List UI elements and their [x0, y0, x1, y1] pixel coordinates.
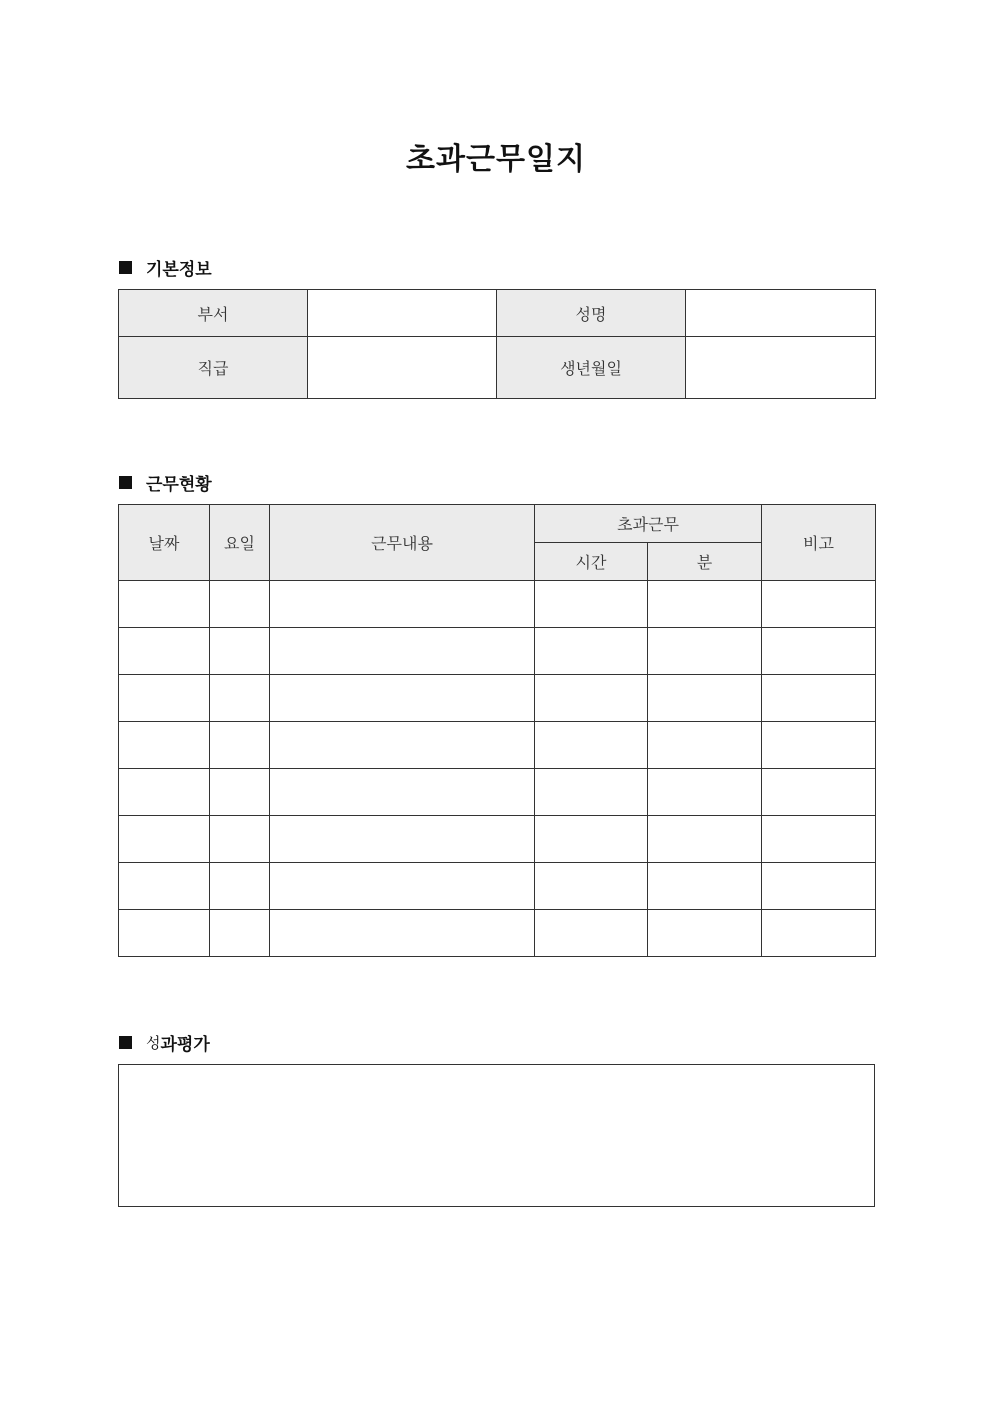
hours-cell[interactable] [535, 675, 648, 722]
page-title: 초과근무일지 [406, 142, 586, 177]
work-status-table [118, 504, 876, 957]
basic-info-row [119, 290, 876, 337]
content-cell[interactable] [270, 722, 535, 769]
date-cell[interactable] [119, 675, 210, 722]
work-table-body [119, 581, 876, 957]
hours-cell[interactable] [535, 910, 648, 957]
hours-cell[interactable] [535, 628, 648, 675]
evaluation-field[interactable] [118, 1064, 875, 1207]
dept-field[interactable] [308, 290, 497, 337]
hours-cell[interactable] [535, 816, 648, 863]
hours-cell[interactable] [535, 722, 648, 769]
basic-info-table [118, 289, 876, 399]
work-status-section-title [119, 470, 212, 495]
note-header: 비고 [762, 505, 876, 581]
note-cell[interactable] [762, 863, 876, 910]
birth-field[interactable] [686, 337, 876, 399]
square-bullet-icon [119, 476, 132, 489]
date-cell[interactable] [119, 581, 210, 628]
table-row [119, 863, 876, 910]
name-label: 성명 [497, 290, 686, 337]
content-header: 근무내용 [270, 505, 535, 581]
weekday-cell[interactable] [210, 581, 270, 628]
minutes-cell[interactable] [648, 675, 762, 722]
content-cell[interactable] [270, 910, 535, 957]
square-bullet-icon [119, 261, 132, 274]
minutes-cell[interactable] [648, 581, 762, 628]
date-cell[interactable] [119, 722, 210, 769]
content-cell[interactable] [270, 863, 535, 910]
date-cell[interactable] [119, 628, 210, 675]
overtime-header: 초과근무 [535, 505, 762, 543]
table-row [119, 769, 876, 816]
weekday-header: 요일 [210, 505, 270, 581]
note-cell[interactable] [762, 722, 876, 769]
content-cell[interactable] [270, 816, 535, 863]
minutes-header: 분 [648, 543, 762, 581]
content-cell[interactable] [270, 769, 535, 816]
minutes-cell[interactable] [648, 722, 762, 769]
weekday-cell[interactable] [210, 863, 270, 910]
hours-cell[interactable] [535, 769, 648, 816]
minutes-cell[interactable] [648, 863, 762, 910]
basic-info-title-text: 기본정보 [146, 260, 212, 280]
weekday-cell[interactable] [210, 816, 270, 863]
date-cell[interactable] [119, 863, 210, 910]
minutes-cell[interactable] [648, 769, 762, 816]
work-status-title-text: 근무현황 [146, 475, 212, 495]
date-cell[interactable] [119, 816, 210, 863]
name-field[interactable] [686, 290, 876, 337]
note-cell[interactable] [762, 581, 876, 628]
date-cell[interactable] [119, 910, 210, 957]
weekday-cell[interactable] [210, 722, 270, 769]
minutes-cell[interactable] [648, 910, 762, 957]
table-row [119, 722, 876, 769]
weekday-cell[interactable] [210, 769, 270, 816]
note-cell[interactable] [762, 769, 876, 816]
date-cell[interactable] [119, 769, 210, 816]
hours-header: 시간 [535, 543, 648, 581]
rank-label: 직급 [119, 337, 308, 399]
content-cell[interactable] [270, 581, 535, 628]
hours-cell[interactable] [535, 581, 648, 628]
weekday-cell[interactable] [210, 628, 270, 675]
minutes-cell[interactable] [648, 816, 762, 863]
hours-cell[interactable] [535, 863, 648, 910]
note-cell[interactable] [762, 675, 876, 722]
table-row [119, 675, 876, 722]
evaluation-section-title [119, 1030, 210, 1055]
table-row [119, 910, 876, 957]
note-cell[interactable] [762, 910, 876, 957]
note-cell[interactable] [762, 628, 876, 675]
note-cell[interactable] [762, 816, 876, 863]
rank-field[interactable] [308, 337, 497, 399]
dept-label: 부서 [119, 290, 308, 337]
content-cell[interactable] [270, 675, 535, 722]
table-row [119, 816, 876, 863]
basic-info-section-title [119, 255, 212, 280]
evaluation-title-light: 성 [146, 1034, 161, 1052]
weekday-cell[interactable] [210, 910, 270, 957]
birth-label: 생년월일 [497, 337, 686, 399]
weekday-cell[interactable] [210, 675, 270, 722]
table-row [119, 628, 876, 675]
table-row [119, 581, 876, 628]
square-bullet-icon [119, 1036, 132, 1049]
work-header-row [119, 505, 876, 543]
date-header: 날짜 [119, 505, 210, 581]
basic-info-row [119, 337, 876, 399]
minutes-cell[interactable] [648, 628, 762, 675]
content-cell[interactable] [270, 628, 535, 675]
evaluation-title-bold: 과평가 [160, 1035, 210, 1055]
